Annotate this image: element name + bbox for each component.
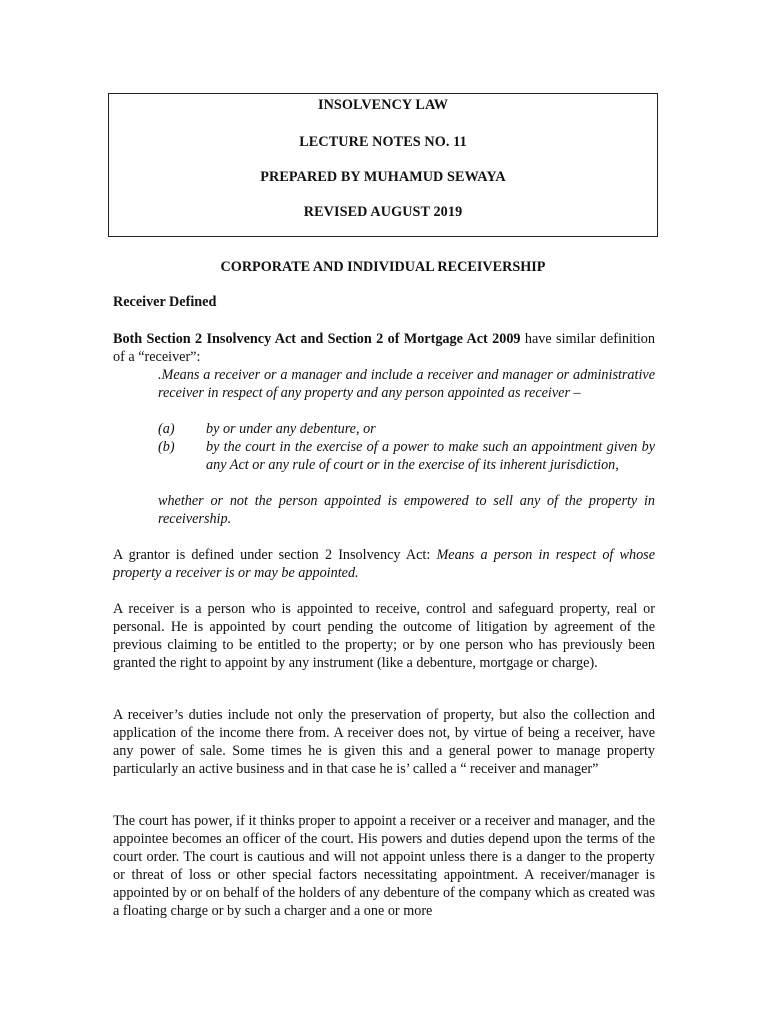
revision-date: REVISED AUGUST 2019 <box>303 204 463 220</box>
paragraph-receiver: A receiver is a person who is appointed to receive, control and safeguard property, real or personal. He is appointed by court pending the outcome of litigation by agreement of the previous claiming to be entitled to the property; or by one person who has previously been granted the right to appoint by any instrument (like a debenture, mortgage or charge). <box>113 601 655 671</box>
title-box <box>108 93 658 237</box>
course-title: INSOLVENCY LAW <box>317 97 449 113</box>
item-label: (b) <box>158 439 175 455</box>
definition-tail: whether or not the person appointed is empowered to sell any of the property in receivership. <box>158 493 655 527</box>
definition-item <box>158 420 655 438</box>
author-line: PREPARED BY MUHAMUD SEWAYA <box>260 169 506 185</box>
paragraph-court-power: The court has power, if it thinks proper to appoint a receiver or a receiver and manager, and the appointee becomes an officer of the court. His powers and duties depend upon the terms of the court order. The court is cautious and will not appoint unless there is a danger to the property or threat of loss or other special factors necessitating appointment. A receiver/manager is appointed by or on behalf of the holders of any debenture of the company which as created was a floating charge or by such a charger and a one or more <box>113 813 655 919</box>
grantor-paragraph <box>113 546 655 582</box>
definition-item <box>158 438 655 492</box>
item-text: by or under any debenture, or <box>206 421 376 437</box>
item-text: by the court in the exercise of a power to make such an appointment given by any Act or any rule of court or in the exercise of its inherent jurisdiction, <box>206 439 655 473</box>
item-label: (a) <box>158 421 175 437</box>
paragraph-duties: A receiver’s duties include not only the preservation of property, but also the collection and application of the income there from. A receiver does not, by virtue of being a receiver, have any power of sale. Some times he is given this and a general power to manage property particularly an active business and in that case he is’ called a “ receiver and manager” <box>113 707 655 777</box>
main-heading: CORPORATE AND INDIVIDUAL RECEIVERSHIP <box>220 259 546 275</box>
grantor-definition: Means a person in respect of whose property a receiver is or may be appointed. <box>113 547 655 581</box>
definition-quote: .Means a receiver or a manager and include a receiver and manager or administrative receiver in respect of any property and any person appointed as receiver – <box>158 367 655 401</box>
intro-text: have similar definition of a “receiver”: <box>113 331 655 365</box>
intro-bold-text: Both Section 2 Insolvency Act and Section 2 of Mortgage Act 2009 <box>113 331 521 347</box>
intro-paragraph <box>113 330 655 366</box>
lecture-number: LECTURE NOTES NO. 11 <box>299 134 467 150</box>
grantor-text: A grantor is defined under section 2 Insolvency Act: <box>113 547 437 563</box>
section-heading: Receiver Defined <box>113 294 217 310</box>
